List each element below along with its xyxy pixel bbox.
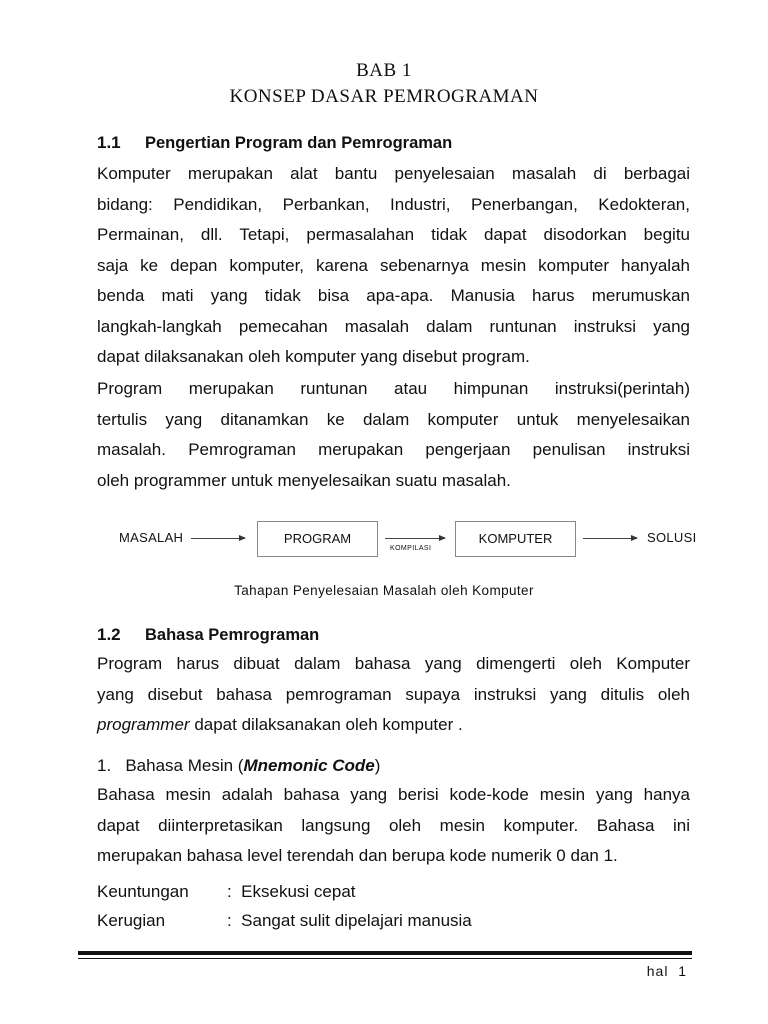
section-1-heading — [97, 133, 452, 153]
paragraph-line: Bahasa mesin adalah bahasa yang berisi kode-kode mesin yang hanya — [97, 785, 690, 804]
paragraph-line: dapat dilaksanakan oleh komputer yang disebut program. — [97, 347, 530, 366]
diagram-start-label: MASALAH — [119, 530, 184, 545]
paragraph-line: saja ke depan komputer, karena sebenarnya mesin komputer hanyalah — [97, 255, 690, 275]
paragraph-line: dapat diinterpretasikan langsung oleh mesin komputer. Bahasa ini — [97, 815, 690, 835]
cons-row — [97, 906, 472, 936]
item-1-heading — [97, 751, 690, 782]
footer-divider-thin — [78, 958, 692, 959]
list-item-prefix: 1. Bahasa Mesin ( — [97, 756, 244, 775]
paragraph-line: Permainan, dll. Tetapi, permasalahan tidak dapat disodorkan begitu — [97, 225, 690, 244]
section-1-number: 1.1 — [97, 133, 121, 152]
section-2-title: Bahasa Pemrograman — [145, 626, 320, 644]
arrow-right-icon — [583, 538, 637, 539]
section-2-paragraph-1 — [97, 649, 690, 741]
list-item-suffix: ) — [374, 756, 381, 775]
section-1-paragraph-2 — [97, 374, 690, 496]
section-1-paragraph-1 — [97, 159, 690, 373]
section-1-title: Pengertian Program dan Pemrograman — [145, 134, 453, 152]
pros-label: Keuntungan — [97, 882, 189, 901]
paragraph-line: langkah-langkah pemecahan masalah dalam runtunan instruksi yang — [97, 316, 690, 336]
paragraph-line: bidang: Pendidikan, Perbankan, Industri, Penerbangan, Kedokteran, — [97, 194, 690, 214]
italic-term: programmer — [97, 715, 190, 734]
paragraph-line: benda mati yang tidak bisa apa-apa. Manusia harus merumuskan — [97, 286, 690, 305]
paragraph-line: Program harus dibuat dalam bahasa yang dimengerti oleh Komputer — [97, 654, 690, 673]
diagram-program-box: PROGRAM — [257, 521, 378, 557]
footer-divider — [78, 951, 692, 955]
paragraph-line: merupakan bahasa level terendah dan berupa kode numerik 0 dan 1. — [97, 846, 618, 865]
paragraph-line: masalah. Pemrograman merupakan pengerjaan penulisan instruksi — [97, 440, 690, 459]
item-1-paragraph — [97, 780, 690, 872]
diagram-computer-box: KOMPUTER — [455, 521, 576, 557]
pros-value: : Eksekusi cepat — [227, 882, 356, 901]
paragraph-text: dapat dilaksanakan oleh komputer . — [189, 715, 463, 734]
section-2-heading — [97, 625, 319, 645]
paragraph-line: Program merupakan runtunan atau himpunan instruksi(perintah) — [97, 379, 690, 398]
pros-row — [97, 877, 356, 907]
cons-value: : Sangat sulit dipelajari manusia — [227, 911, 472, 930]
list-item-title — [97, 751, 690, 782]
paragraph-line: Komputer merupakan alat bantu penyelesaian masalah di berbagai — [97, 164, 690, 183]
section-2-number: 1.2 — [97, 625, 121, 644]
cons-label: Kerugian — [97, 911, 166, 930]
paragraph-line: yang disebut bahasa pemrograman supaya instruksi yang ditulis oleh — [97, 684, 690, 704]
arrow-right-icon — [385, 538, 445, 539]
diagram-arrow-label: KOMPILASI — [390, 545, 432, 552]
paragraph-line — [97, 710, 690, 741]
page-number: hal 1 — [646, 963, 687, 979]
arrow-right-icon — [191, 538, 245, 539]
paragraph-line: oleh programmer untuk menyelesaikan suatu masalah. — [97, 470, 511, 490]
diagram-end-label: SOLUSI — [647, 530, 697, 545]
chapter-title: KONSEP DASAR PEMROGRAMAN — [229, 86, 539, 107]
paragraph-line: tertulis yang ditanamkan ke dalam komputer untuk menyelesaikan — [97, 409, 690, 429]
chapter-label: BAB 1 — [356, 60, 412, 81]
diagram-caption: Tahapan Penyelesaian Masalah oleh Komputer — [234, 583, 534, 598]
list-item-emphasis: Mnemonic Code — [243, 756, 375, 775]
